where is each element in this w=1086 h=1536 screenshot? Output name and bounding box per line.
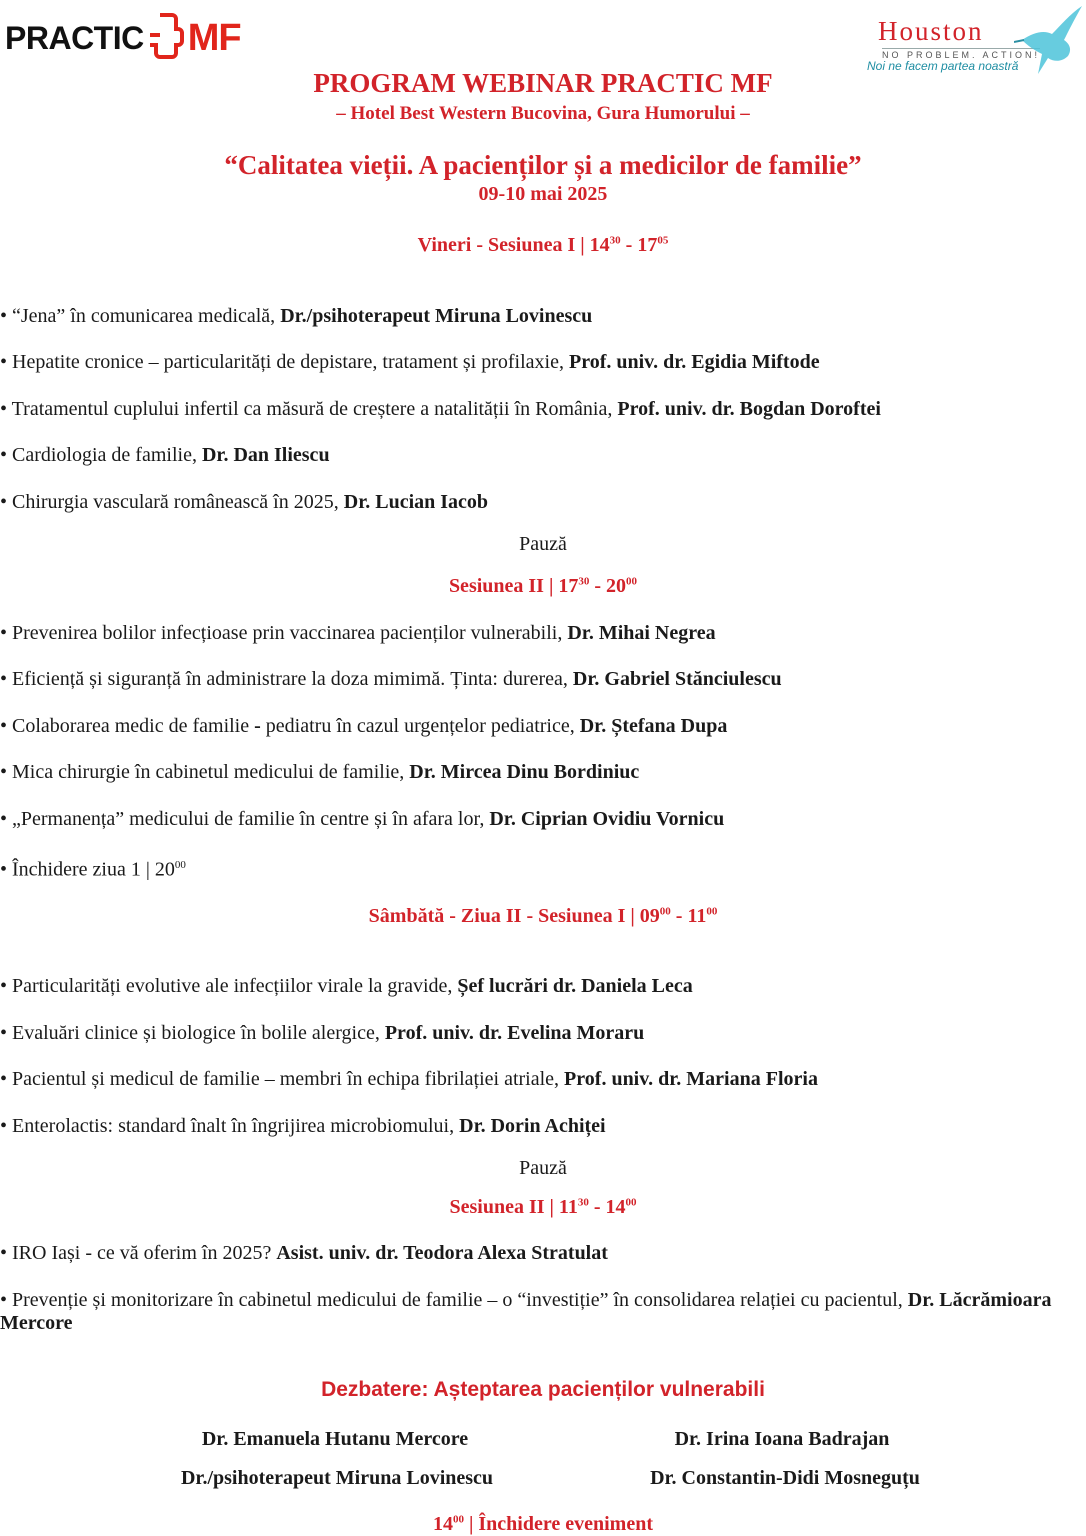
practic-mf-logo [5,8,241,68]
panelist: Dr./psihoterapeut Miruna Lovinescu [180,1467,494,1489]
list-item: • Evaluări clinice și biologice în bolile alergice, Prof. univ. dr. Evelina Moraru [0,1022,645,1044]
list-item: • „Permanența” medicului de familie în centre și în afara lor, Dr. Ciprian Ovidiu Vornicu [0,808,725,830]
list-item: • Tratamentul cuplului infertil ca măsură de creștere a natalității în România, Prof. univ. dr. Bogdan Doroftei [0,398,881,420]
panelist: Dr. Constantin-Didi Mosneguțu [650,1467,920,1489]
list-item: • Particularități evolutive ale infecțiilor virale la gravide, Șef lucrări dr. Daniela Leca [0,975,693,997]
list-item: • Colaborarea medic de familie - pediatru în cazul urgențelor pediatrice, Dr. Ștefana Dupa [0,715,728,737]
logo-practic-word: PRACTIC [5,19,144,56]
program-theme: “Calitatea vieții. A pacienților și a medicilor de familie” [224,150,862,180]
session-heading-day1-s1: Vineri - Sesiunea I | $14^{30} - 17^{05}$ [417,234,669,256]
pause-label: Pauză [519,533,567,555]
houston-tagline: Noi ne facem partea noastră [867,59,1019,73]
hummingbird-icon [1014,4,1084,76]
program-title: PROGRAM WEBINAR PRACTIC MF [313,68,773,98]
list-item: • “Jena” în comunicarea medicală, Dr./psihoterapeut Miruna Lovinescu [0,305,593,327]
event-closing: $14^{00}$ | Închidere eveniment [432,1513,653,1535]
panelist: Dr. Irina Ioana Badrajan [674,1428,890,1450]
list-item: • Chirurgia vasculară românească în 2025, Dr. Lucian Iacob [0,491,489,513]
list-item: • Pacientul și medicul de familie – membri în echipa fibrilației atriale, Prof. univ. dr. Mariana Floria [0,1068,818,1090]
session-heading-day1-s2: Sesiunea II | $17^{30} - 20^{00}$ [448,575,638,597]
panelist: Dr. Emanuela Hutanu Mercore [201,1428,469,1450]
list-item: • Enterolactis: standard înalt în îngrijirea microbiomului, Dr. Dorin Achiței [0,1115,606,1137]
medical-cross-icon [146,11,186,66]
session-heading-day2-s1: Sâmbătă - Ziua II - Sesiunea I | $09^{00} - 11^{00}$ [368,905,718,927]
session-heading-day2-s2: Sesiunea II | $11^{30} - 14^{00}$ [449,1196,637,1218]
list-item: • IRO Iași - ce vă oferim în 2025? Asist. univ. dr. Teodora Alexa Stratulat [0,1242,608,1264]
logo-mf-word: MF [187,16,241,59]
day1-closing: • Închidere ziua 1 | $20^{00}$ [0,858,186,881]
debate-title: Dezbatere: Așteptarea pacienților vulnerabili [321,1378,765,1401]
list-item: • Mica chirurgie în cabinetul medicului de familie, Dr. Mircea Dinu Bordiniuc [0,761,640,783]
list-item: • Prevenție și monitorizare în cabinetul medicului de familie – o “investiție” în consolidarea relației cu pacientul, Dr. Lăcrămioara Mercore [0,1289,1052,1334]
pause-label: Pauză [519,1157,567,1179]
list-item: • Cardiologia de familie, Dr. Dan Iliescu [0,444,330,466]
houston-name: Houston [878,16,984,46]
houston-tag: NO PROBLEM. ACTION! [882,50,1041,60]
program-venue: – Hotel Best Western Bucovina, Gura Humorului – [336,103,750,124]
list-item: • Prevenirea bolilor infecțioase prin vaccinarea pacienților vulnerabili, Dr. Mihai Negrea [0,622,716,644]
list-item: • Hepatite cronice – particularități de depistare, tratament și profilaxie, Prof. univ. dr. Egidia Miftode [0,351,820,373]
list-item: • Eficiență și siguranță în administrare la doza mimimă. Ținta: durerea, Dr. Gabriel Stănciulescu [0,668,782,690]
program-date: 09-10 mai 2025 [478,183,608,205]
